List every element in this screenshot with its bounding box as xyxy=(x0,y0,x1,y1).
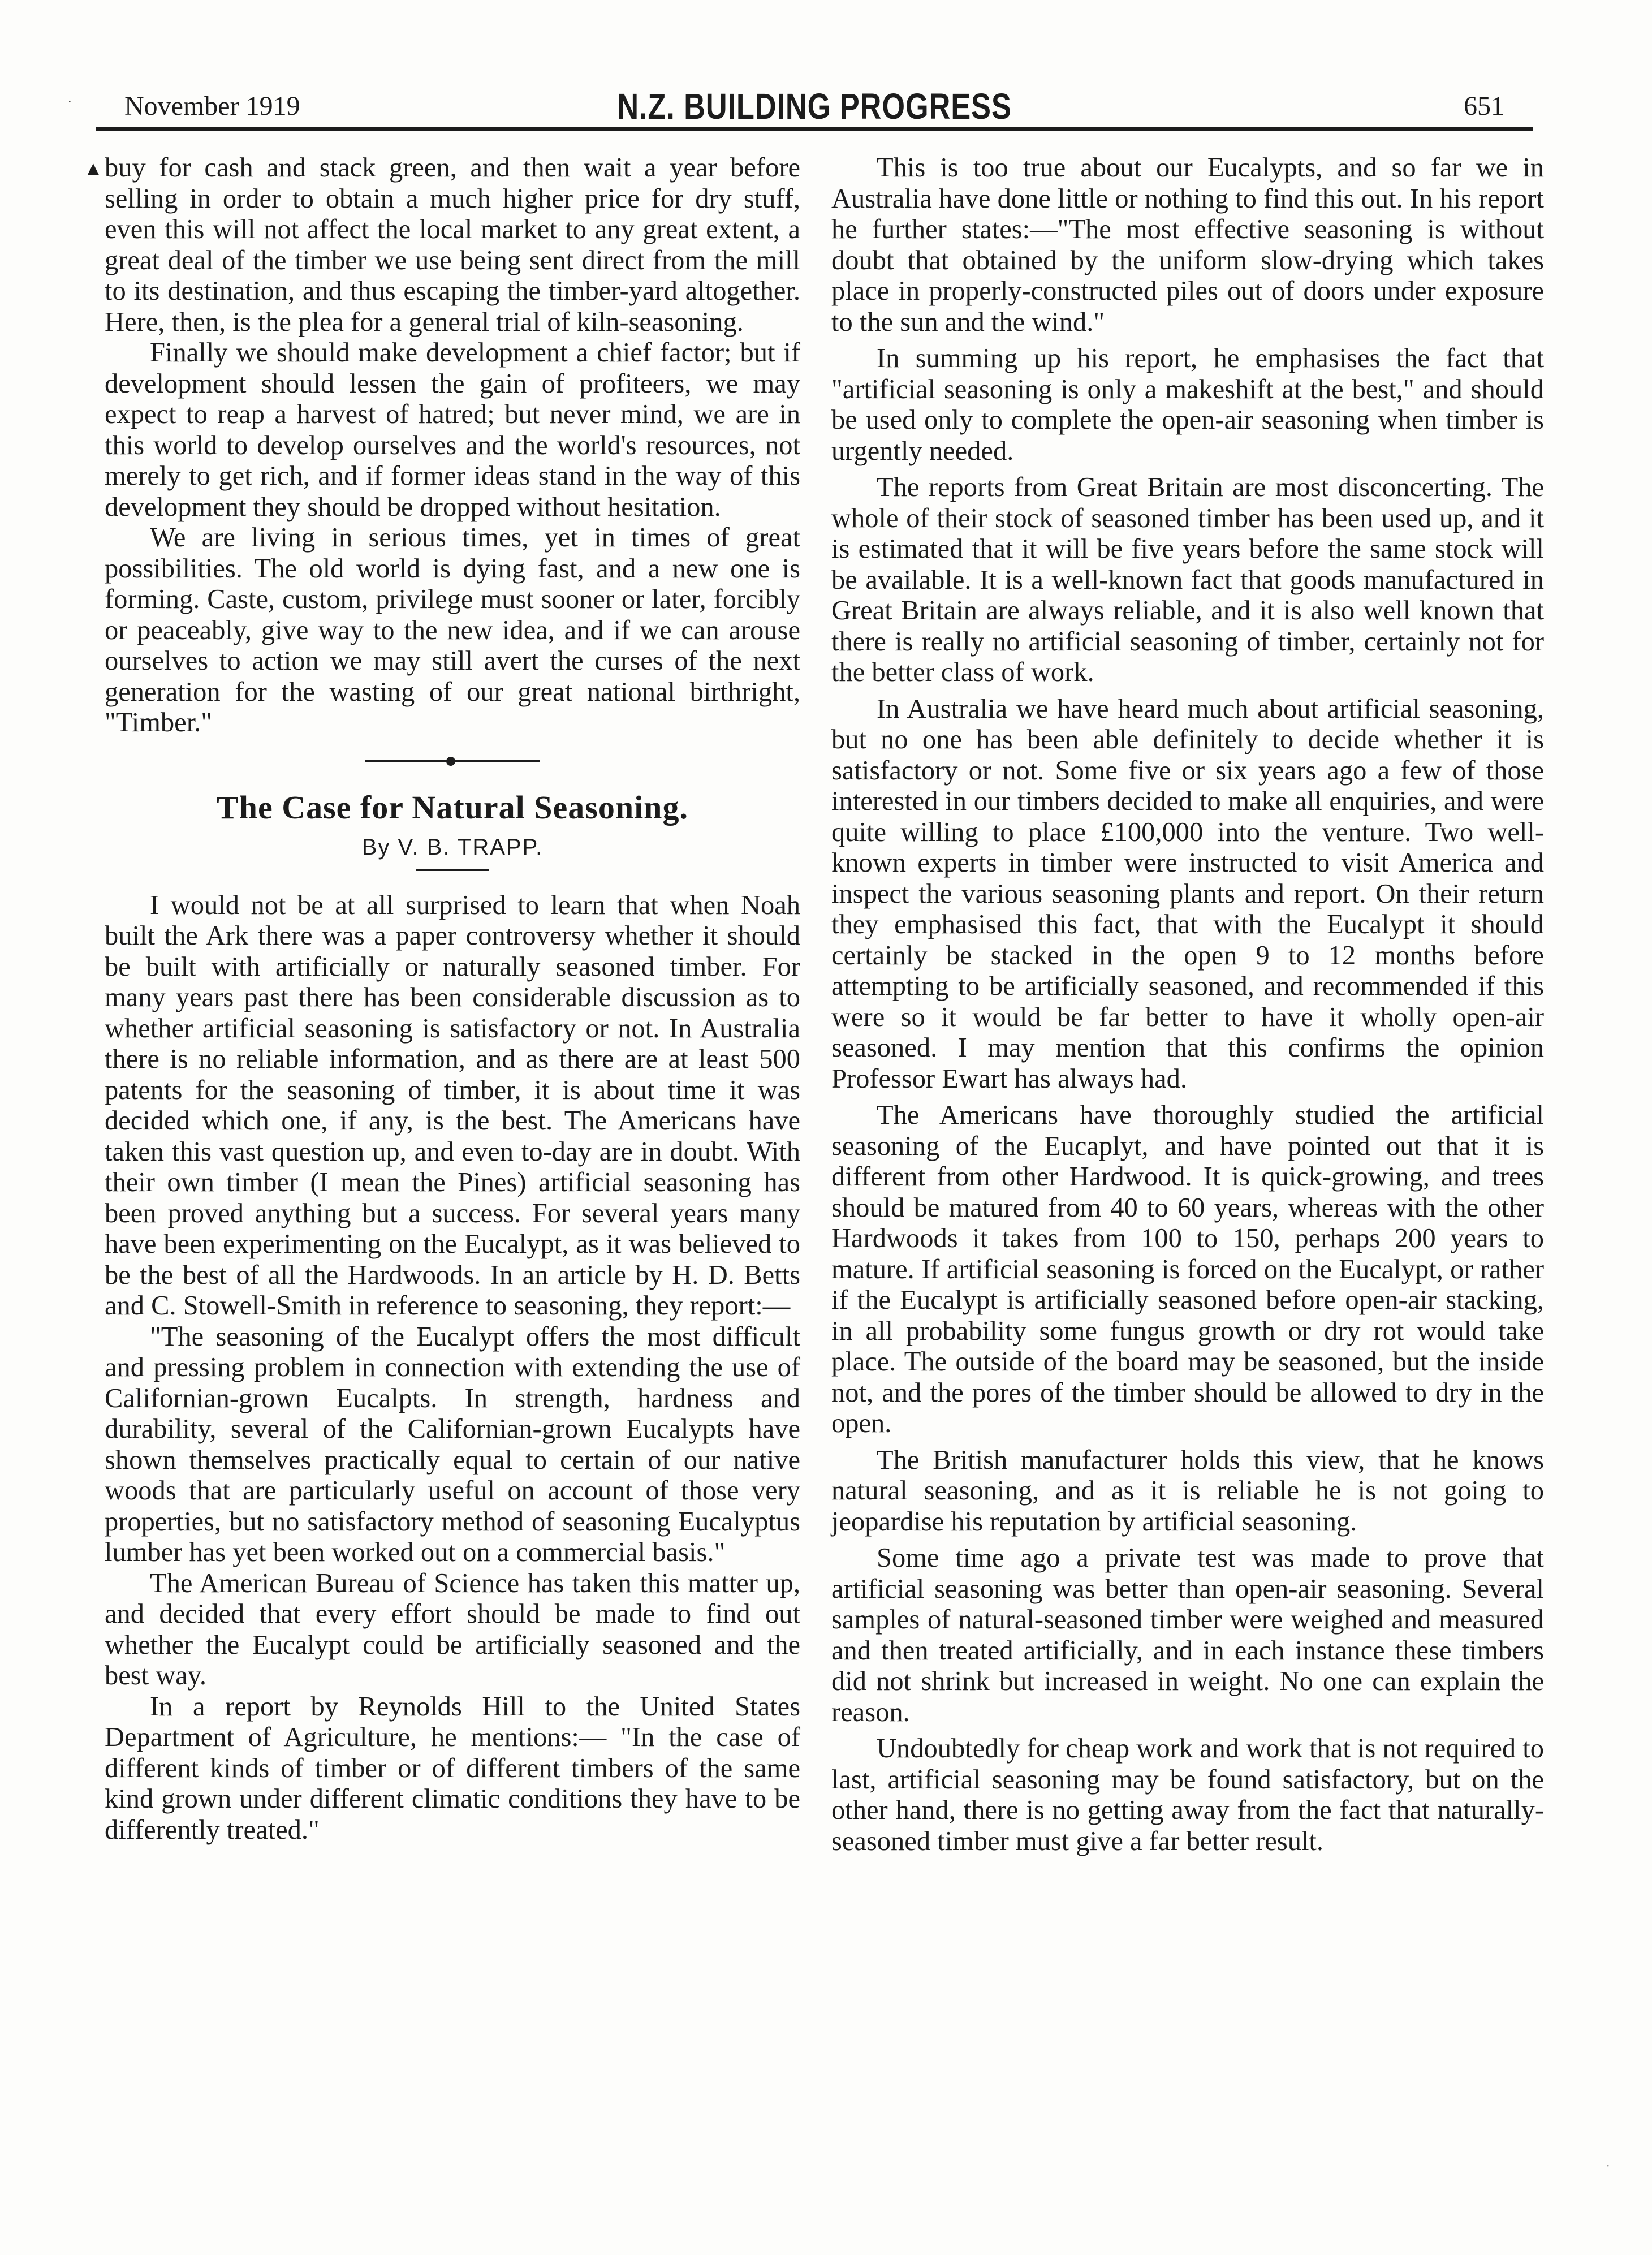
paragraph: Finally we should make development a chief factor; but if development should lessen the gain of profiteers, we may expect to reap a harvest of hatred; but never mind, we are in this world to develop ourselves and the world's resources, not merely to get rich, and if former ideas stand in the way of this development they should be dropped without hesitation. xyxy=(105,338,800,522)
byline-rule xyxy=(416,869,489,871)
paragraph: Some time ago a private test was made to prove that artificial seasoning was better than open-air seasoning. Several samples of natural-seasoned timber were weighed and measured and then treated artificially, and in each instance these timbers did not shrink but increased in weight. No one can explain the reason. xyxy=(831,1543,1544,1727)
publication-title: N.Z. BUILDING PROGRESS xyxy=(617,86,1012,127)
print-speck: · xyxy=(1606,2160,1610,2172)
paragraph: The Americans have thoroughly studied the artificial seasoning of the Eucaplyt, and have pointed out that it is different from other Hardwood. It is quick-growing, and trees should be matured from 40 to 60 years, whereas with the other Hardwoods it takes from 100 to 150, perhaps 200 years to mature. If artificial seasoning is forced on the Eucalypt, or rather if the Eucalypt is artificially seasoned before open-air stacking, in all probability some fungus growth or dry rot would take place. The outside of the board may be seasoned, but the inside not, and the pores of the timber should be allowed to dry in the open. xyxy=(831,1100,1544,1438)
continuation-mark: ▲ xyxy=(84,158,103,179)
right-column xyxy=(831,153,1544,1857)
paragraph: Undoubtedly for cheap work and work that is not required to last, artificial seasoning may be found satisfactory, but on the other hand, there is no getting away from the fact that naturally-seasoned timber must give a far better result. xyxy=(831,1734,1544,1856)
page-header xyxy=(96,76,1533,131)
paragraph: In a report by Reynolds Hill to the United States Department of Agriculture, he mentions:— "In the case of different kinds of timber or of different timbers of the same kind grown under different climatic conditions they have to be differently treated." xyxy=(105,1691,800,1845)
divider-ornament xyxy=(446,757,455,766)
paragraph: The American Bureau of Science has taken this matter up, and decided that every effort should be made to find out whether the Eucalypt could be artificially seasoned and the best way. xyxy=(105,1568,800,1691)
paragraph: I would not be at all surprised to learn that when Noah built the Ark there was a paper controversy whether it should be built with artificially or naturally seasoned timber. For many years past there has been considerable discussion as to whether artificial seasoning is satisfactory or not. In Australia there is no reliable information, and as there are at least 500 patents for the seasoning of timber, it is about time it was decided which one, if any, is the best. The Americans have taken this vast question up, and even to-day are in doubt. With their own timber (I mean the Pines) artificial seasoning has been proved anything but a success. For several years many have been experimenting on the Eucalypt, as it was believed to be the best of all the Hardwoods. In an article by H. D. Betts and C. Stowell-Smith in reference to seasoning, they report:— xyxy=(105,890,800,1321)
paragraph: In Australia we have heard much about artificial seasoning, but no one has been able definitely to decide whether it is satisfactory or not. Some five or six years ago a few of those interested in our timbers decided to make all enquiries, and were quite willing to place £100,000 into the venture. Two well-known experts in timber were instructed to visit America and inspect the various seasoning plants and report. On their return they emphasised this fact, that with the Eucalypt it should certainly be stacked in the open 9 to 12 months before attempting to be artificially seasoned, and recommended if this were so it would be far better to have it wholly open-air seasoned. I may mention that this confirms the opinion Professor Ewart has always had. xyxy=(831,693,1544,1094)
print-speck: · xyxy=(68,96,72,108)
left-column xyxy=(105,153,800,1846)
issue-date: November 1919 xyxy=(124,91,300,121)
paragraph: The reports from Great Britain are most disconcerting. The whole of their stock of seasoned timber has been used up, and it is estimated that it will be five years before the same stock will be available. It is a well-known fact that goods manufactured in Great Britain are always reliable, and it is also well known that there is really no artificial seasoning of timber, certainly not for the better class of work. xyxy=(831,472,1544,687)
paragraph: In summing up his report, he emphasises the fact that "artificial seasoning is only a makeshift at the best," and should be used only to complete the open-air seasoning when timber is urgently needed. xyxy=(831,343,1544,466)
page-number: 651 xyxy=(1464,91,1504,121)
paragraph: The British manufacturer holds this view, that he knows natural seasoning, and as it is reliable he is not going to jeopardise his reputation by artificial seasoning. xyxy=(831,1445,1544,1537)
paragraph: This is too true about our Eucalypts, and so far we in Australia have done little or nothing to find this out. In his report he further states:—"The most effective seasoning is without doubt that obtained by the uniform slow-drying which takes place in properly-constructed piles out of doors under exposure to the sun and the wind." xyxy=(831,153,1544,337)
section-divider xyxy=(105,739,800,778)
article-title: The Case for Natural Seasoning. xyxy=(217,788,688,826)
article-byline: By V. B. TRAPP. xyxy=(361,834,544,860)
paragraph: We are living in serious times, yet in times of great possibilities. The old world is dying fast, and a new one is forming. Caste, custom, privilege must sooner or later, forcibly or peaceably, give way to the new idea, and if we can arouse ourselves to action we may still avert the curses of the next generation for the wasting of our great national birthright, "Timber." xyxy=(105,523,800,738)
quoted-paragraph: "The seasoning of the Eucalypt offers the most difficult and pressing problem in connection with extending the use of Californian-grown Eucalpts. In strength, hardness and durability, several of the Californian-grown Eucalypts have shown themselves practically equal to certain of our native woods that are particularly useful on account of those very properties, but no satisfactory method of seasoning Eucalyptus lumber has yet been worked out on a commercial basis." xyxy=(105,1321,800,1567)
paragraph: buy for cash and stack green, and then wait a year before selling in order to obtain a much higher price for dry stuff, even this will not affect the local market to any great extent, a great deal of the timber we use being sent direct from the mill to its destination, and thus escaping the timber-yard altogether. Here, then, is the plea for a general trial of kiln-seasoning. xyxy=(105,153,800,337)
